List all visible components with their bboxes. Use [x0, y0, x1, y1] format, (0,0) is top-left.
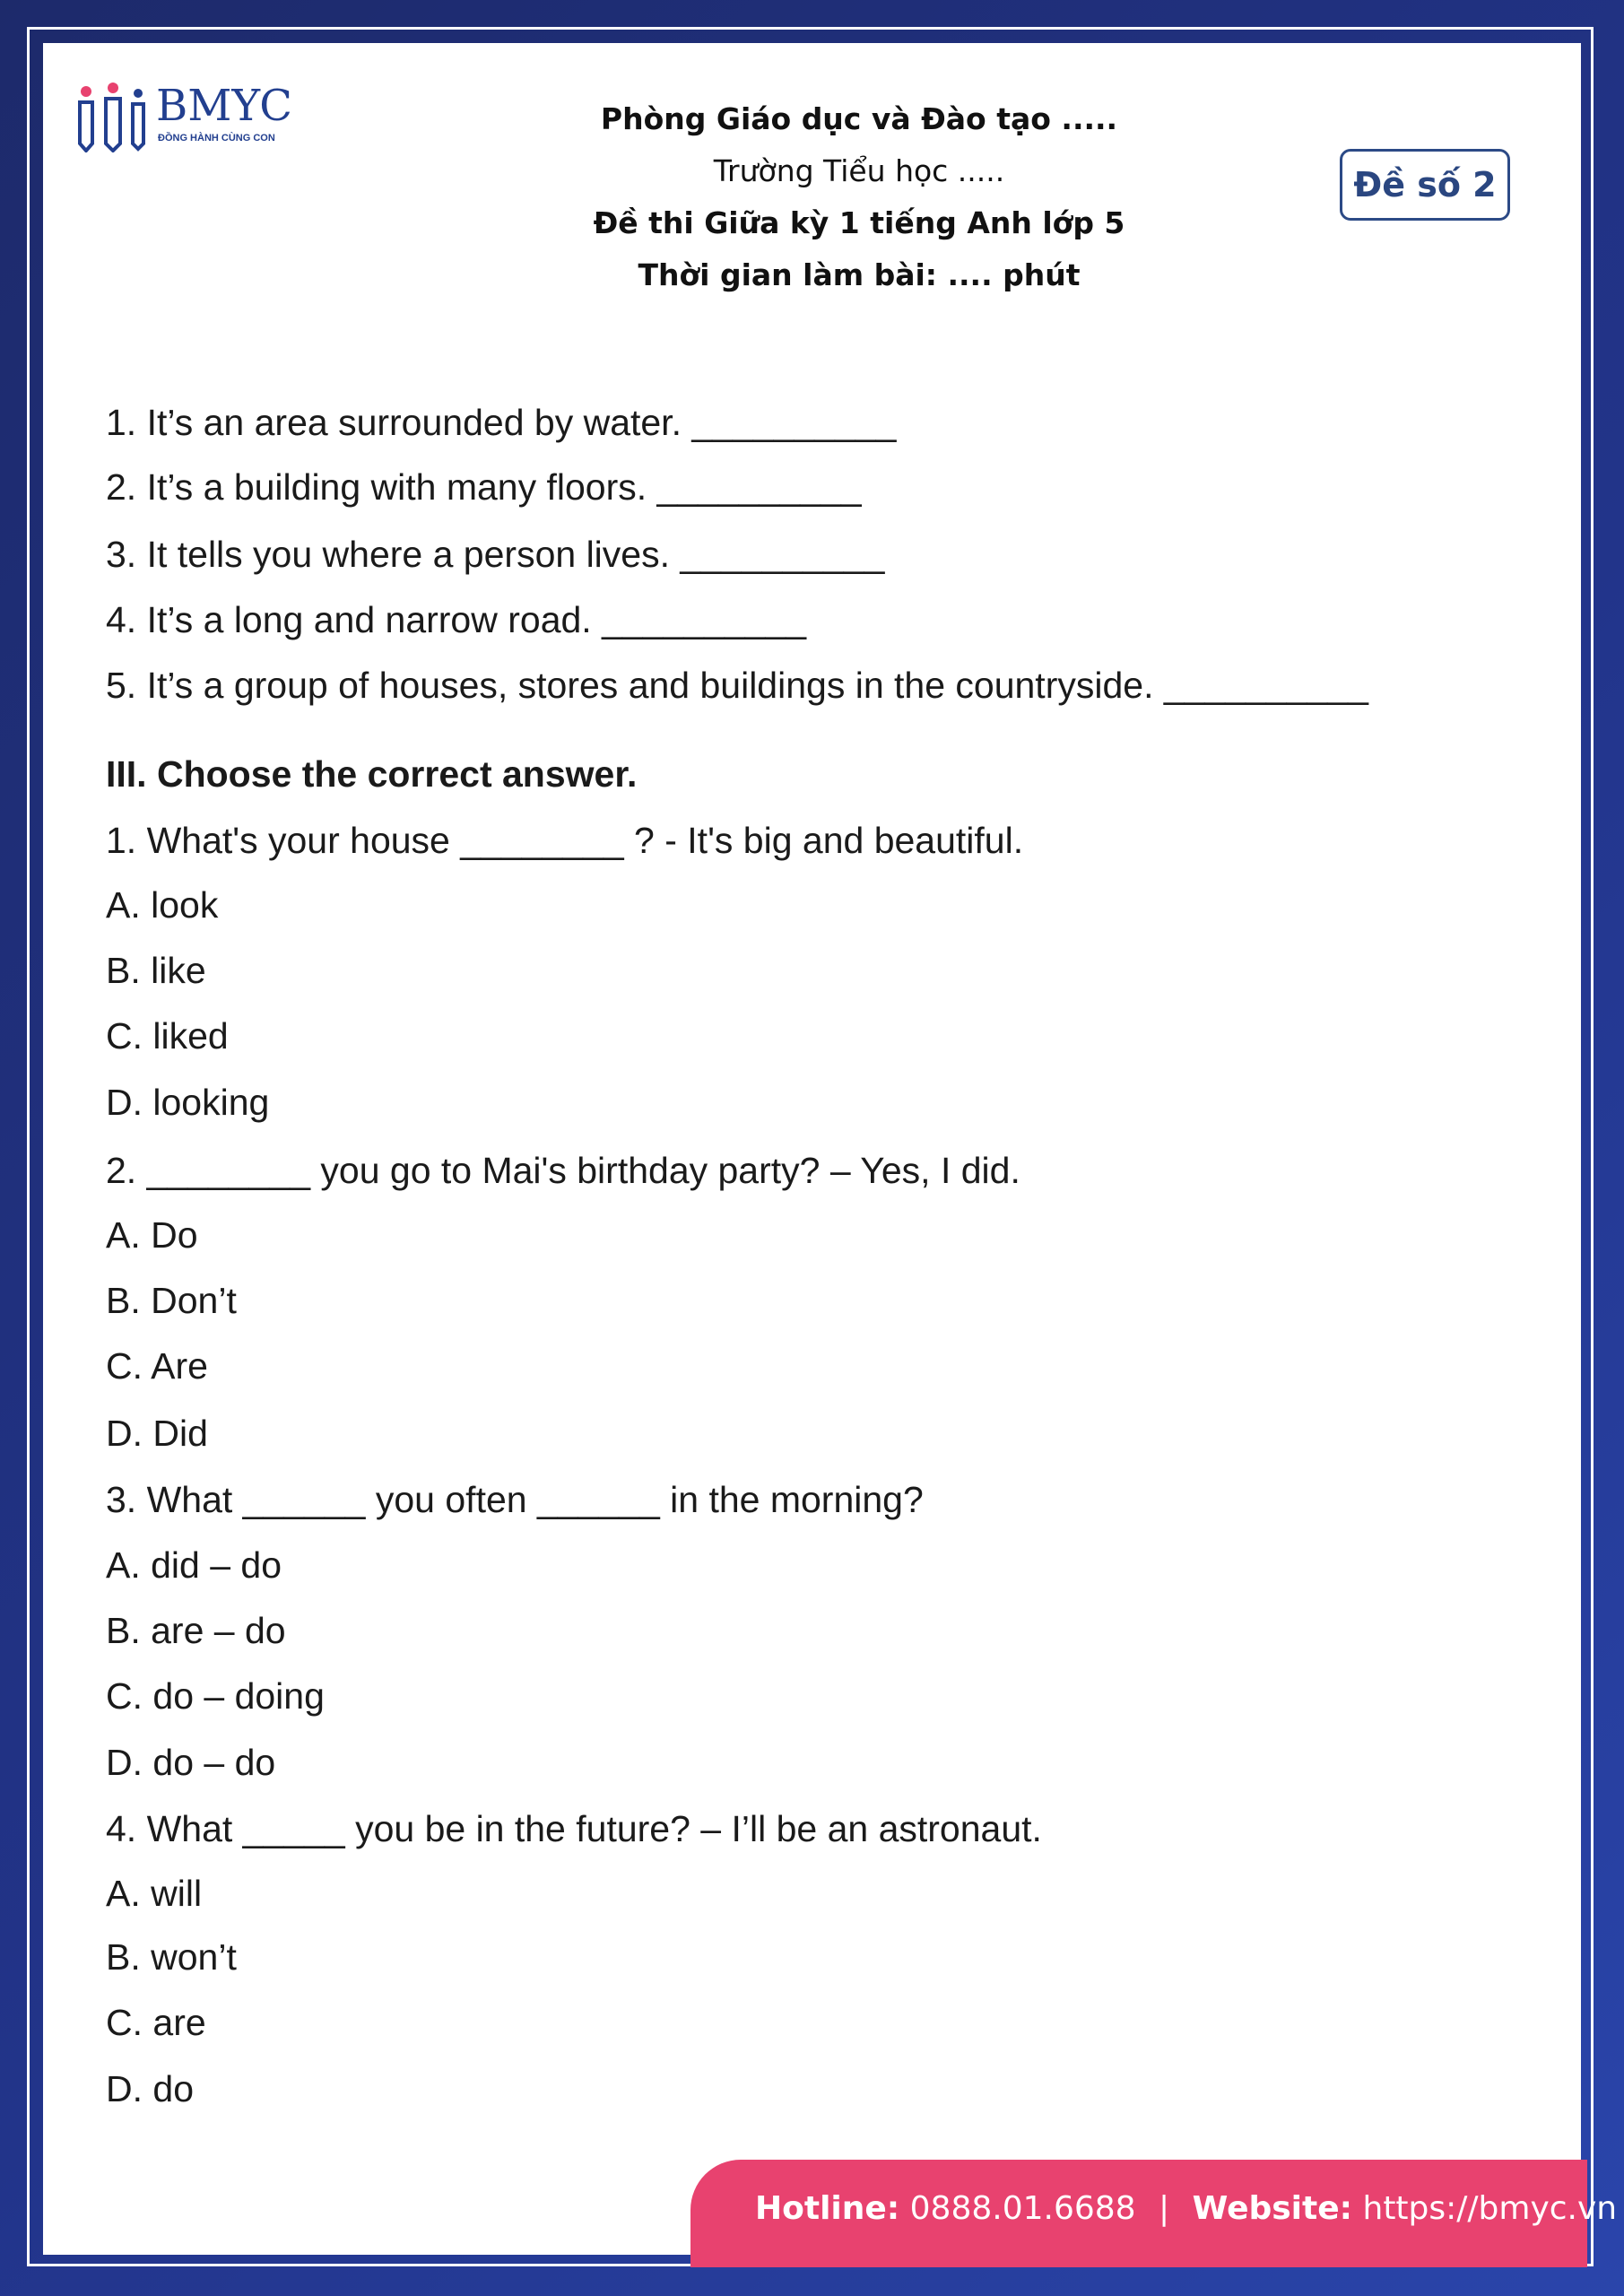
q2-option-c: C. Are	[106, 1345, 208, 1387]
hotline-number[interactable]: 0888.01.6688	[909, 2190, 1136, 2227]
q2-option-b: B. Don’t	[106, 1280, 237, 1321]
hotline-label: Hotline:	[755, 2190, 900, 2227]
logo-tagline: ĐỒNG HÀNH CÙNG CON	[158, 133, 275, 144]
school-line: Trường Tiểu học .....	[713, 153, 1005, 188]
exam-header	[420, 93, 1298, 301]
question-2: 2. ________ you go to Mai's birthday party? – Yes, I did.	[106, 1150, 1020, 1191]
time-line: Thời gian làm bài: .... phút	[638, 257, 1081, 292]
q4-option-c: C. are	[106, 2002, 206, 2043]
logo-brand: BMYC	[156, 81, 292, 131]
definition-item: 1. It’s an area surrounded by water. __________	[106, 402, 897, 443]
question-1: 1. What's your house ________ ? - It's big and beautiful.	[106, 820, 1024, 861]
q4-option-a: A. will	[106, 1873, 203, 1914]
q4-option-d: D. do	[106, 2068, 194, 2109]
question-4: 4. What _____ you be in the future? – I’ll be an astronaut.	[106, 1808, 1042, 1849]
exam-page	[43, 43, 1581, 2255]
website-link[interactable]: https://bmyc.vn	[1362, 2190, 1618, 2227]
definition-item: 3. It tells you where a person lives. __________	[106, 534, 885, 575]
q1-option-b: B. like	[106, 950, 206, 991]
logo-figures-icon	[77, 81, 154, 152]
q3-option-c: C. do – doing	[106, 1675, 325, 1717]
q1-option-c: C. liked	[106, 1015, 229, 1057]
section-3-heading: III. Choose the correct answer.	[106, 753, 638, 795]
department-line: Phòng Giáo dục và Đào tạo .....	[600, 101, 1118, 136]
definition-item: 4. It’s a long and narrow road. __________	[106, 599, 807, 640]
contact-footer	[690, 2160, 1618, 2267]
exam-number-badge: Đề số 2	[1340, 149, 1510, 221]
definition-item: 5. It’s a group of houses, stores and buildings in the countryside. __________	[106, 665, 1368, 706]
q2-option-d: D. Did	[106, 1413, 208, 1454]
footer-contact-line	[755, 2190, 1617, 2227]
q4-option-b: B. won’t	[106, 1936, 237, 1978]
website-label: Website:	[1192, 2190, 1353, 2227]
footer-separator: |	[1159, 2190, 1170, 2227]
q1-option-d: D. looking	[106, 1082, 270, 1123]
q1-option-a: A. look	[106, 884, 219, 926]
question-3: 3. What ______ you often ______ in the morning?	[106, 1479, 924, 1520]
q3-option-d: D. do – do	[106, 1742, 276, 1783]
bmyc-logo	[77, 81, 310, 161]
definition-item: 2. It’s a building with many floors. __________	[106, 466, 862, 508]
q3-option-b: B. are – do	[106, 1610, 286, 1651]
q3-option-a: A. did – do	[106, 1544, 282, 1586]
q2-option-a: A. Do	[106, 1214, 198, 1256]
exam-title: Đề thi Giữa kỳ 1 tiếng Anh lớp 5	[593, 205, 1125, 240]
